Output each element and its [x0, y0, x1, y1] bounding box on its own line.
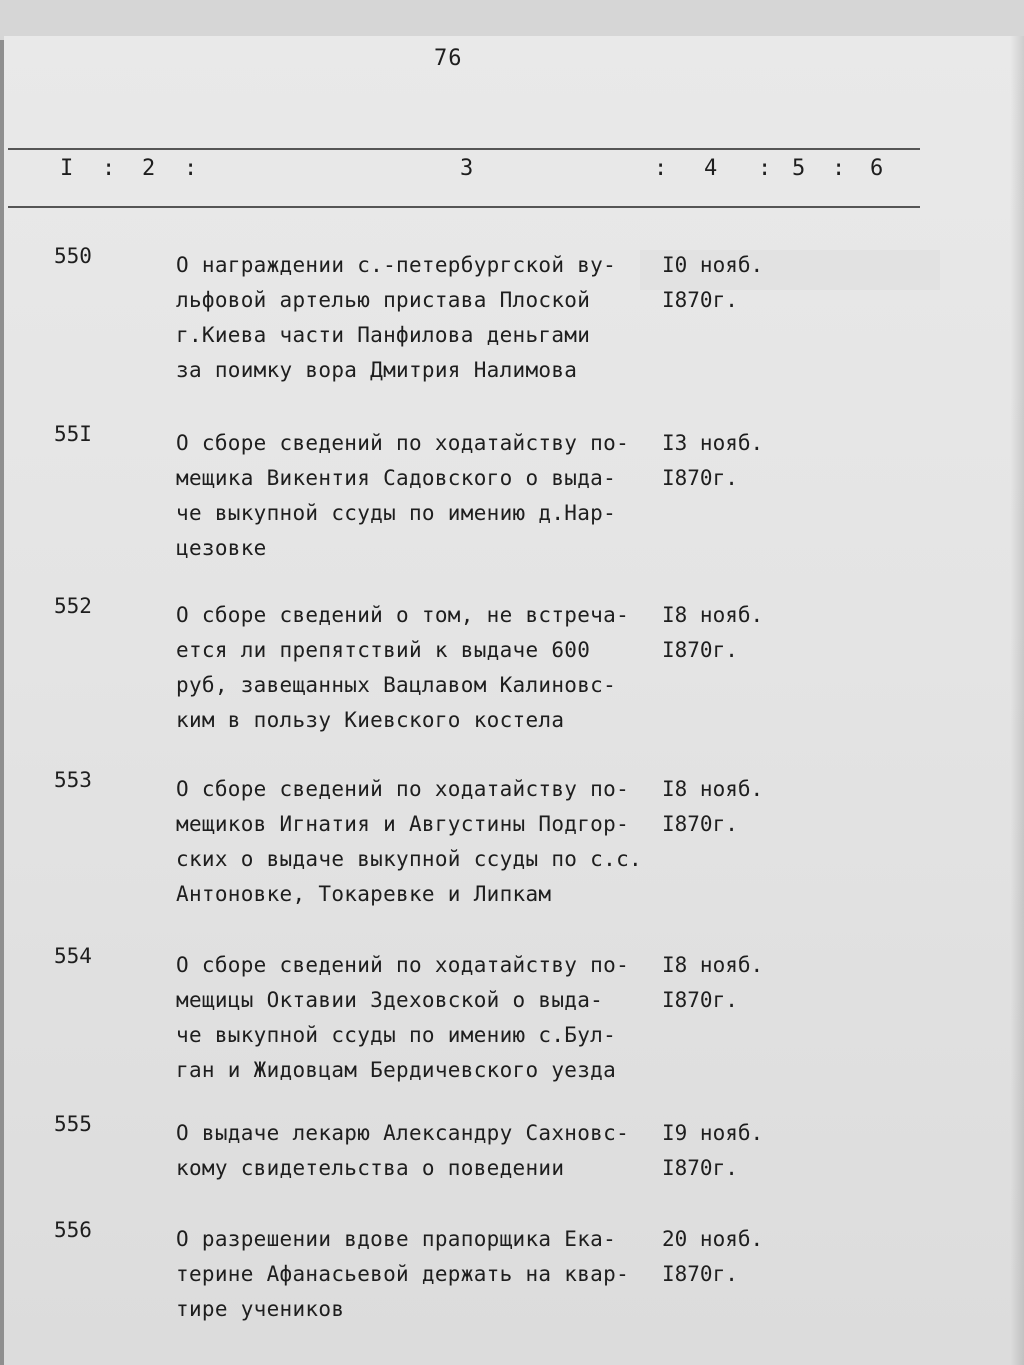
- entry-number: 554: [54, 944, 92, 968]
- entry-date: I8 нояб. I870г.: [662, 953, 764, 1012]
- entry-date: 20 нояб. I870г.: [662, 1227, 764, 1286]
- entry-date: I8 нояб. I870г.: [662, 777, 764, 836]
- entry-date: I9 нояб. I870г.: [662, 1121, 764, 1180]
- header-top-rule: [8, 148, 920, 150]
- header-col-2: 2: [142, 156, 158, 181]
- entry-date: I3 нояб. I870г.: [662, 431, 764, 490]
- entry-number: 550: [54, 244, 92, 268]
- entry-title: О сборе сведений о том, не встреча- ется ли препятствий к выдаче 600 руб, завещанных Вацлавом Калиновс- ким в пользу Киевского костела: [176, 603, 630, 732]
- entry-number: 555: [54, 1112, 92, 1136]
- entry-date: I0 нояб. I870г.: [662, 253, 764, 312]
- entry-number: 552: [54, 594, 92, 618]
- header-col-1: I: [60, 156, 76, 181]
- header-col-6: 6: [870, 156, 886, 181]
- entry-title: О сборе сведений по ходатайству по- мещиков Игнатия и Августины Подгор- ских о выдаче выкупной ссуды по с.с. Антоновке, Токаревке и Липкам: [176, 777, 642, 906]
- page-edge-shadow: [1010, 36, 1024, 1365]
- entry-number: 556: [54, 1218, 92, 1242]
- header-col-3: 3: [460, 156, 476, 181]
- entry-number: 55I: [54, 422, 92, 446]
- entry-number: 553: [54, 768, 92, 792]
- header-sep: :: [832, 156, 848, 181]
- entry-title: О разрешении вдове прапорщика Ека- терине Афанасьевой держать на квар- тире учеников: [176, 1227, 630, 1321]
- header-sep: :: [654, 156, 670, 181]
- entry-title: О награждении с.-петербургской ву- льфовой артелью пристава Плоской г.Киева части Панфилова деньгами за поимку вора Дмитрия Налимова: [176, 253, 617, 382]
- header-col-5: 5: [792, 156, 808, 181]
- underlying-sheet: [0, 0, 1024, 40]
- header-sep: :: [758, 156, 774, 181]
- header-col-4: 4: [704, 156, 720, 181]
- header-sep: :: [184, 156, 200, 181]
- entry-title: О выдаче лекарю Александру Сахновс- кому свидетельства о поведении: [176, 1121, 630, 1180]
- header-bottom-rule: [8, 206, 920, 208]
- entry-title: О сборе сведений по ходатайству по- мещицы Октавии Здеховской о выда- че выкупной ссуды по имению с.Бул- ган и Жидовцам Бердичевского уезда: [176, 953, 630, 1082]
- header-sep: :: [102, 156, 118, 181]
- entry-date: I8 нояб. I870г.: [662, 603, 764, 662]
- entry-title: О сборе сведений по ходатайству по- мещика Викентия Садовского о выда- че выкупной ссуды по имению д.Нар- цезовке: [176, 431, 630, 560]
- page-number: 76: [434, 46, 463, 71]
